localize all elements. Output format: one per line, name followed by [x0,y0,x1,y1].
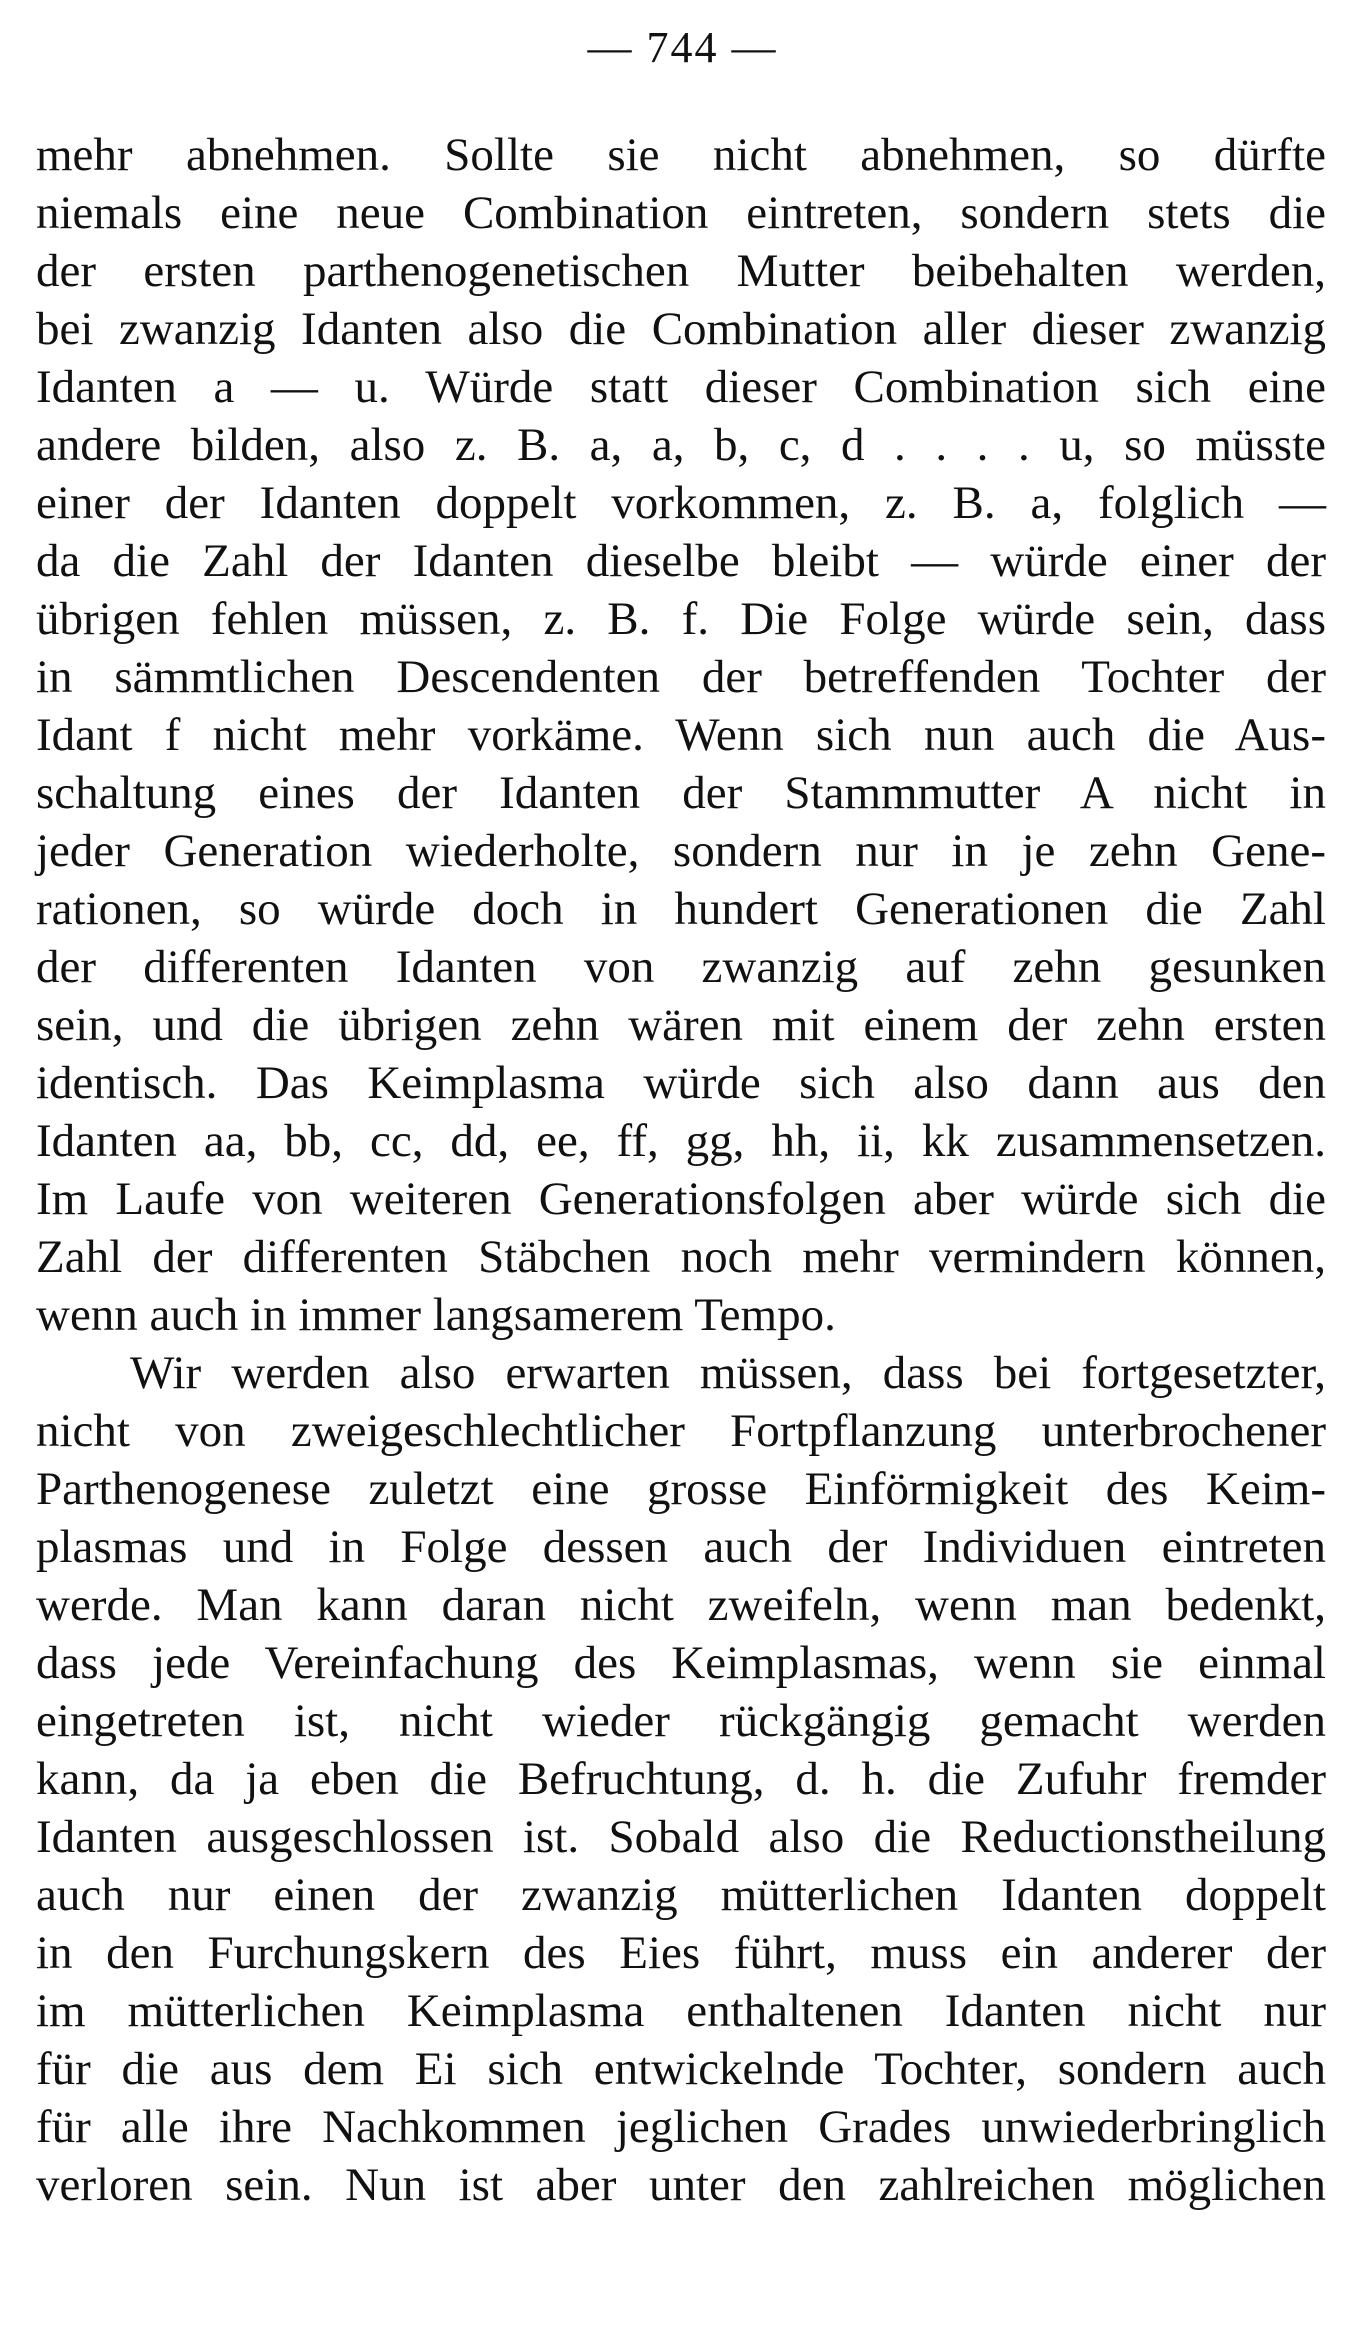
text-line: Idanten a — u. Würde statt dieser Combination sich eine [36,361,1326,413]
text-line: werde. Man kann daran nicht zweifeln, wenn man bedenkt, [36,1579,1326,1631]
text-line: plasmas und in Folge dessen auch der Individuen eintreten [36,1521,1326,1573]
paragraph-1 [36,126,1326,1344]
text-line: wenn auch in immer langsamerem Tempo. [36,1289,836,1341]
text-line: Idant f nicht mehr vorkäme. Wenn sich nun auch die Aus- [36,709,1326,761]
text-line: Parthenogenese zuletzt eine grosse Einförmigkeit des Keim- [36,1463,1326,1515]
text-line: Im Laufe von weiteren Generationsfolgen aber würde sich die [36,1173,1326,1225]
text-line: da die Zahl der Idanten dieselbe bleibt — würde einer der [36,535,1326,587]
text-line: Idanten aa, bb, cc, dd, ee, ff, gg, hh, ii, kk zusammensetzen. [36,1115,1326,1167]
text-line: übrigen fehlen müssen, z. B. f. Die Folge würde sein, dass [36,593,1326,645]
text-line: jeder Generation wiederholte, sondern nur in je zehn Gene- [36,825,1326,877]
text-line: einer der Idanten doppelt vorkommen, z. B. a, folglich — [36,477,1326,529]
text-line: verloren sein. Nun ist aber unter den zahlreichen möglichen [36,2159,1326,2211]
text-line: kann, da ja eben die Befruchtung, d. h. die Zufuhr fremder [36,1753,1326,1805]
text-line: in den Furchungskern des Eies führt, muss ein anderer der [36,1927,1326,1979]
text-line: Zahl der differenten Stäbchen noch mehr vermindern können, [36,1231,1326,1283]
text-line: der ersten parthenogenetischen Mutter beibehalten werden, [36,245,1326,297]
text-line: mehr abnehmen. Sollte sie nicht abnehmen, so dürfte [36,129,1326,181]
text-line: dass jede Vereinfachung des Keimplasmas, wenn sie einmal [36,1637,1326,1689]
text-line: andere bilden, also z. B. a, a, b, c, d . . . . u, so müsste [36,419,1326,471]
text-line: im mütterlichen Keimplasma enthaltenen Idanten nicht nur [36,1985,1326,2037]
text-line: bei zwanzig Idanten also die Combination aller dieser zwanzig [36,303,1326,355]
text-line: auch nur einen der zwanzig mütterlichen Idanten doppelt [36,1869,1326,1921]
body-text [36,126,1326,2214]
text-line: Idanten ausgeschlossen ist. Sobald also die Reductionstheilung [36,1811,1326,1863]
text-line: schaltung eines der Idanten der Stammmutter A nicht in [36,767,1326,819]
text-line: niemals eine neue Combination eintreten, sondern stets die [36,187,1326,239]
text-line: für alle ihre Nachkommen jeglichen Grades unwiederbringlich [36,2101,1326,2153]
text-line: für die aus dem Ei sich entwickelnde Tochter, sondern auch [36,2043,1326,2095]
paragraph-2 [36,1344,1326,2214]
text-line: sein, und die übrigen zehn wären mit einem der zehn ersten [36,999,1326,1051]
text-line: rationen, so würde doch in hundert Generationen die Zahl [36,883,1326,935]
text-line: Wir werden also erwarten müssen, dass bei fortgesetzter, [130,1347,1326,1399]
text-line: in sämmtlichen Descendenten der betreffenden Tochter der [36,651,1326,703]
text-line: eingetreten ist, nicht wieder rückgängig gemacht werden [36,1695,1326,1747]
text-line: identisch. Das Keimplasma würde sich also dann aus den [36,1057,1326,1109]
page-number-header: — 744 — [587,23,778,72]
text-line: nicht von zweigeschlechtlicher Fortpflanzung unterbrochener [36,1405,1326,1457]
text-line: der differenten Idanten von zwanzig auf zehn gesunken [36,941,1326,993]
